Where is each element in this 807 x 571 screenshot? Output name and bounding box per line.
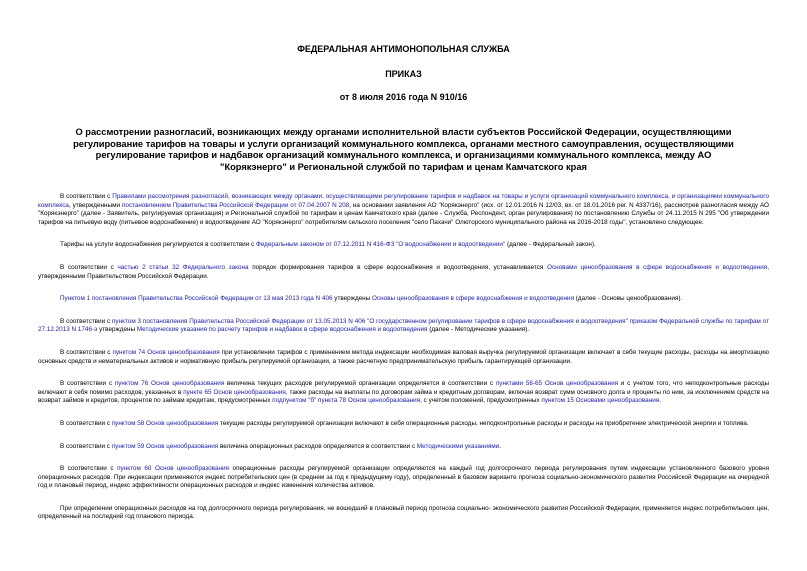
paragraph-text: В соответствии с: [60, 317, 112, 325]
document-link[interactable]: постановлением Правительства Российской Федерации от 07.04.2007 N 208: [121, 201, 350, 209]
paragraph: [38, 349, 769, 366]
paragraph-text: В соответствии с: [60, 348, 113, 356]
document-link[interactable]: пункте 65 Основ ценообразования: [183, 388, 286, 396]
agency-name: ФЕДЕРАЛЬНАЯ АНТИМОНОПОЛЬНАЯ СЛУЖБА: [297, 44, 510, 54]
paragraph-text: .: [499, 442, 502, 450]
paragraph-text: (далее - Федеральный закон).: [505, 241, 596, 249]
paragraph-text: величина операционных расходов определяется в соответствии с: [218, 442, 417, 450]
document-body: [38, 193, 769, 522]
paragraph-text: , на основании заявления АО "Корякэнерго" (исх. от 12.01.2016 N 12/03, вх. от 18.01.2016 рег. N 4337/16), рассмотрев разногласия между АО "Корякэнерго" (далее - Заявитель, регулируемая организация) и Региональной службой по тарифам и ценам Камчатского края (далее - Служба, Респондент, орган регулирования) по постановлению Службы от 24.11.2015 N 295 "Об утверждении тарифов на питьевую воду (питьевое водоснабжение) и водоотведение АО "Корякэнерго" потребителям сельского поселения "село Пахачи" Олюторского муниципального района на 2016-2018 годы", установлено следующее.: [38, 201, 769, 226]
paragraph: [38, 264, 769, 281]
paragraph: [38, 380, 769, 406]
paragraph-text: В соответствии с: [60, 263, 118, 271]
document-link[interactable]: пунктом 15 Основами ценообразования: [541, 397, 660, 405]
paragraph-text: В соответствии с: [60, 419, 112, 427]
paragraph: [38, 465, 769, 491]
paragraph-text: В соответствии с: [60, 380, 115, 388]
document-link[interactable]: Основы ценообразования в сфере водоснабжения и водоотведения: [372, 295, 575, 303]
paragraph-text: , также расходы на выплаты по договорам займа и кредитным договорам, включая возврат сумм основного долга и проценты по ним, за исключением средств на возврат займов и кредитов, процентов по займам кредитам, предусмотренных: [38, 388, 769, 405]
document-link[interactable]: Правилами рассмотрения разногласий, возникающих между органами, осуществляющими регулирование тарифов и надбавок на товары и услуги организаций коммунального комплекса, и организациями коммунального комплекса: [38, 193, 769, 209]
paragraph-text: Тарифы на услуги водоснабжения регулируются в соответствии с: [60, 241, 256, 249]
document-link[interactable]: Методическими указаниями: [416, 442, 500, 450]
document-link[interactable]: подпунктом "б" пункта 78 Основ ценообразования: [272, 397, 421, 405]
document-link[interactable]: Пунктом 1 постановления Правительства Российской Федерации от 13 мая 2013 года N 406: [60, 295, 333, 303]
paragraph-text: утверждены: [97, 326, 137, 334]
paragraph: [38, 443, 769, 452]
paragraph: [38, 295, 769, 304]
paragraph-text: В соответствии с: [60, 193, 113, 200]
paragraph: [38, 241, 769, 250]
document-link[interactable]: пунктом 58 Основ ценообразования: [111, 419, 219, 427]
document-link[interactable]: Федеральным законом от 07.12.2011 N 416-ФЗ "О водоснабжении и водоотведении": [255, 241, 506, 249]
document-link[interactable]: пунктом 3 постановления Правительства Российской Федерации от 13.05.2013 N 406 "О государственном регулировании тарифов в сфере водоснабжения и водоотведения": [112, 317, 628, 325]
paragraph-text: , утвержденными Правительством Российской Федерации.: [38, 263, 769, 280]
document-link[interactable]: пунктом 59 Основ ценообразования: [111, 442, 219, 450]
paragraph-text: При определении операционных расходов на год долгосрочного периода регулирования, не вошедший в плановый период прогноза социально- экономического развития Российской Федерации, применяется индекс потребительских цен, определенный на последний год планового периода.: [38, 504, 769, 521]
paragraph-text: и с учетом того, что неподконтрольные расходы включают в себя помимо расходов, указанных в: [38, 380, 770, 396]
paragraph-text: величина текущих расходов регулируемой организации определяется в соответствии с: [224, 380, 496, 388]
document-link[interactable]: Методические указания по расчету тарифов и надбавок в сфере водоснабжения и водоотведения: [136, 326, 428, 334]
paragraph-text: , утвержденными: [68, 201, 122, 209]
paragraph-text: .: [659, 397, 661, 405]
paragraph-text: В соответствии с: [60, 465, 118, 473]
document-type: ПРИКАЗ: [385, 69, 422, 79]
document-link[interactable]: пунктом 74 Основ ценообразования: [112, 348, 220, 356]
document-link[interactable]: Основами ценообразования в сфере водоснабжения и водоотведения: [547, 263, 768, 271]
paragraph-text: операционные расходы регулируемой организации определяются на каждый год долгосрочного периода регулирования путем индексации установленного базового уровня операционных расходов. При индексации применяются индекс потребительских цен (в среднем за год к предыдущему году), определенный в базовом варианте прогноза социально-экономического развития Российской Федерации на очередной год и плановый период, индекс эффективности операционных расходов и индекс изменения количества активов.: [38, 465, 770, 490]
document-title: О рассмотрении разногласий, возникающих между органами исполнительной власти субъектов Российской Федерации, осуществляющими регулирование тарифов на товары и услуги организаций коммунального комплекса, органами местного самоуправления, осуществляющими регулирование тарифов и надбавок организаций коммунального комплекса, и организациями коммунального комплекса, между АО "Корякэнерго" и Региональной службой по тарифам и ценам Камчатского края: [73, 127, 734, 172]
document-link[interactable]: пунктом 60 Основ ценообразования: [117, 465, 229, 473]
document-link[interactable]: пунктом 76 Основ ценообразования: [114, 380, 225, 388]
paragraph: [38, 505, 769, 522]
paragraph-text: (далее - Методические указания).: [427, 326, 530, 334]
document-link[interactable]: пунктами 58-65 Основ ценообразования: [495, 380, 619, 388]
paragraph: [38, 420, 769, 429]
paragraph-text: , с учетом положений, предусмотренных: [420, 397, 542, 405]
paragraph-text: текущие расходы регулируемой организации включают в себя операционные расходы, неподконтрольные расходы и расходы на приобретение электрической энергии и топлива.: [218, 419, 749, 427]
paragraph-text: (далее - Основы ценообразования).: [574, 295, 683, 303]
paragraph: [38, 193, 769, 227]
paragraph-text: утверждены: [332, 295, 373, 303]
paragraph-text: порядок формирования тарифов в сфере водоснабжения и водоотведения, устанавливается: [248, 263, 548, 271]
document-link[interactable]: приказом Федеральной службы по тарифам от 27.12.2013 N 1746-э: [38, 317, 770, 334]
paragraph-text: при установлении тарифов с применением метода индексации необходимая валовая выручка регулируемой организации включает в себя текущие расходы, расходы на амортизацию основных средств и нематериальных активов и нормативную прибыль регулируемой организации, а также расчетную предпринимательскую прибыль гарантирующей организации.: [38, 348, 769, 365]
document-date: от 8 июля 2016 года N 910/16: [339, 92, 468, 102]
document-link[interactable]: частью 2 статьи 32 Федерального закона: [117, 263, 249, 271]
paragraph-text: В соответствии с: [60, 442, 112, 450]
paragraph: [38, 318, 769, 335]
